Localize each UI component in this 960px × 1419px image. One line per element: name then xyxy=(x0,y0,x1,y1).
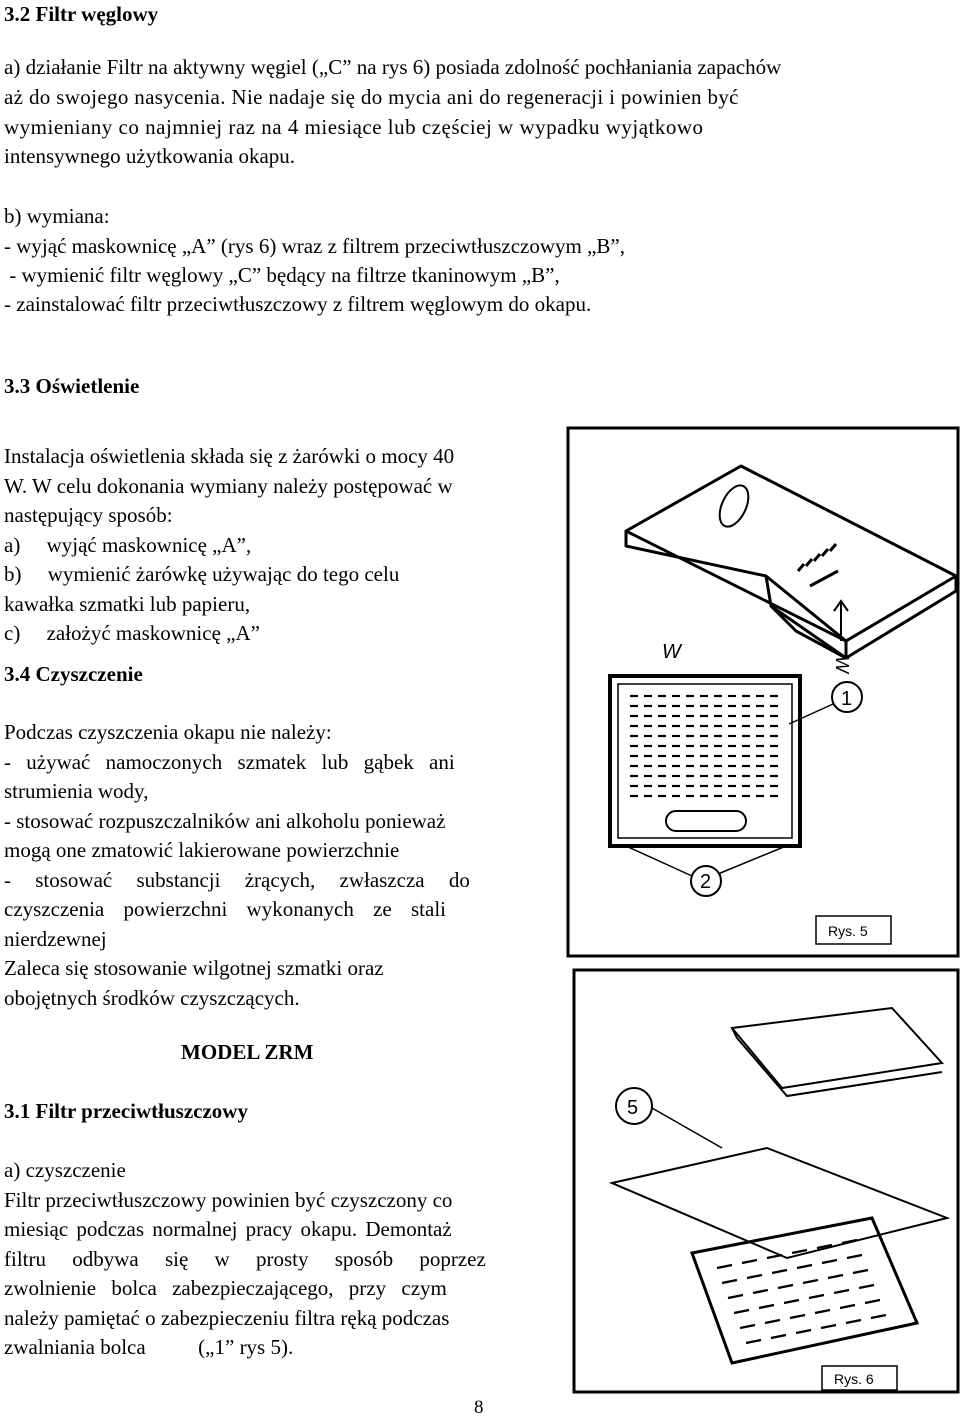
para-line: intensywnego użytkowania okapu. xyxy=(4,144,296,168)
figure-5-frame xyxy=(568,428,958,956)
para-line: następujący sposób: xyxy=(4,503,173,527)
figure-6-filter-diagram xyxy=(572,968,960,1394)
section-heading-3-3: 3.3 Oświetlenie xyxy=(4,374,140,398)
hood-body xyxy=(626,466,956,658)
figure-caption: Rys. 6 xyxy=(834,1371,874,1387)
para-line: miesiąc podczas normalnej pracy okapu. Demontaż xyxy=(4,1217,452,1241)
para-line: wymieniany co najmniej raz na 4 miesiące lub częściej w wypadku wyjątkowo xyxy=(4,115,704,139)
fabric-filter-sheet xyxy=(612,1148,947,1258)
para-line: należy pamiętać o zabezpieczeniu filtra ręką podczas xyxy=(4,1306,450,1330)
para-line: a) działanie Filtr na aktywny węgiel („C” na rys 6) posiada zdolność pochłaniania zapachów xyxy=(4,55,782,79)
para-line: - wymienić filtr węglowy „C” będący na filtrze tkaninowym „B”, xyxy=(4,263,560,287)
para-line: a) wyjąć maskownicę „A”, xyxy=(4,533,252,557)
para-line: aż do swojego nasycenia. Nie nadaje się do mycia ani do regeneracji i powinien być xyxy=(4,85,739,109)
para-line: nierdzewnej xyxy=(4,927,107,951)
callout-label: 2 xyxy=(700,871,712,893)
para-line: Podczas czyszczenia okapu nie należy: xyxy=(4,720,332,744)
figure-label: W xyxy=(662,641,681,663)
para-line: filtru odbywa się w prosty sposób poprzez xyxy=(4,1247,486,1271)
para-line: strumienia wody, xyxy=(4,779,149,803)
para-line: Instalacja oświetlenia składa się z żarówki o mocy 40 xyxy=(4,444,455,468)
filter-grille xyxy=(630,696,778,796)
para-line: a) czyszczenie xyxy=(4,1158,126,1182)
para-line: - wyjąć maskownicę „A” (rys 6) wraz z filtrem przeciwtłuszczowym „B”, xyxy=(4,234,625,258)
para-line: b) wymiana: xyxy=(4,204,110,228)
figure-caption: Rys. 5 xyxy=(828,923,868,939)
section-heading-3-1: 3.1 Filtr przeciwtłuszczowy xyxy=(4,1099,248,1123)
para-line: kawałka szmatki lub papieru, xyxy=(4,592,251,616)
para-line: zwalniania bolca („1” rys 5). xyxy=(4,1335,294,1359)
hood-vent-slots xyxy=(798,544,836,571)
figure-6-frame xyxy=(574,970,958,1392)
para-line: Zaleca się stosowanie wilgotnej szmatki oraz xyxy=(4,956,384,980)
section-heading-3-2: 3.2 Filtr węglowy xyxy=(4,2,159,26)
para-line: mogą one zmatowić lakierowane powierzchnie xyxy=(4,838,400,862)
para-line: obojętnych środków czyszczących. xyxy=(4,986,300,1010)
figure-label: W xyxy=(832,656,852,673)
para-line: - stosować substancji żrących, zwłaszcza do xyxy=(4,868,470,892)
para-line: - zainstalować filtr przeciwtłuszczowy z filtrem węglowym do okapu. xyxy=(4,292,592,316)
para-line: - używać namoczonych szmatek lub gąbek ani xyxy=(4,750,455,774)
filter-handle xyxy=(666,811,746,831)
carbon-filter-sheet xyxy=(732,1008,942,1096)
page-number: 8 xyxy=(474,1397,484,1418)
hood-knob xyxy=(714,481,754,531)
callout-label: 5 xyxy=(627,1097,639,1119)
figure-5-hood-diagram xyxy=(566,426,960,958)
callout-label: 1 xyxy=(841,688,853,710)
grease-filter xyxy=(692,1218,917,1363)
para-line: c) założyć maskownicę „A” xyxy=(4,621,260,645)
para-line: b) wymienić żarówkę używając do tego celu xyxy=(4,562,400,586)
para-line: zwolnienie bolca zabezpieczającego, przy czym xyxy=(4,1276,447,1300)
para-line: Filtr przeciwtłuszczowy powinien być czyszczony co xyxy=(4,1188,453,1212)
model-title: MODEL ZRM xyxy=(181,1040,314,1064)
para-line: czyszczenia powierzchni wykonanych ze stali xyxy=(4,897,446,921)
para-line: - stosować rozpuszczalników ani alkoholu ponieważ xyxy=(4,809,446,833)
para-line: W. W celu dokonania wymiany należy postępować w xyxy=(4,474,453,498)
section-heading-3-4: 3.4 Czyszczenie xyxy=(4,662,143,686)
